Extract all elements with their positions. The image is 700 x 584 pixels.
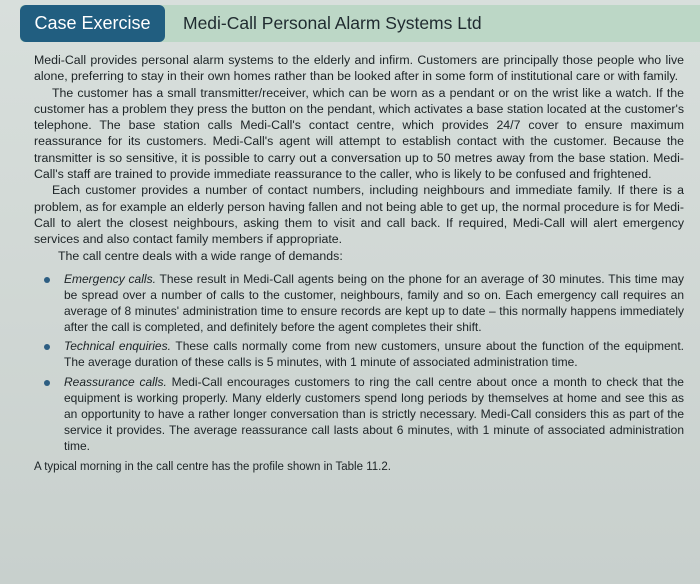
paragraph-contacts: Each customer provides a number of contact numbers, including neighbours and immediate family. If there is a problem, as for example an elderly person having fallen and not being able to get up, the normal procedure is for Medi-Call to alert the closest neighbours, asking them to visit and call back. If required, Medi-Call will alert emergency services and also contact family members if appropriate.	[34, 183, 684, 247]
bullet-text: These calls normally come from new customers, unsure about the function of the equipment. The average duration of these calls is 5 minutes, with 1 minute of associated administration time.	[64, 339, 684, 370]
list-item	[34, 375, 684, 455]
bullet-text: These result in Medi-Call agents being on the phone for an average of 30 minutes. This time may be spread over a number of calls to the customer, neighbours, family and so on. Each emergency call requires an average of 8 minutes' administration time to ensure records are kept up to date – this normally happens immediately after the call is completed, and definitely before the agent completes their shift.	[64, 271, 684, 334]
bullet-icon	[44, 277, 50, 283]
paragraph-demands: The call centre deals with a wide range of demands:	[58, 248, 343, 263]
bullet-text: Medi-Call encourages customers to ring the call centre about once a month to check that the equipment is working properly. Many elderly customers spend long periods by themselves at home and see this as an opportunity to have a rather longer conversation than is strictly necessary. Medi-Call considers this as part of the service it provides. The average reassurance call lasts about 6 minutes, with 1 minute of associated administration time.	[64, 375, 684, 453]
bullet-term: Reassurance calls.	[64, 375, 167, 390]
demand-list	[34, 272, 684, 455]
bullet-icon	[44, 344, 50, 350]
case-body	[34, 52, 684, 475]
paragraph-transmitter: The customer has a small transmitter/receiver, which can be worn as a pendant or on the wrist like a watch. If the customer has a problem they press the button on the pendant, which activates a base station located at the customer's telephone. The base station calls Medi-Call's contact centre, which provides 24/7 cover to ensure maximum reassurance for its customers. Medi-Call's agent will attempt to establish contact with the customer. Because the transmitter is so sensitive, it is possible to carry out a conversation up to 50 metres away from the base station. Medi-Call's staff are trained to provide immediate reassurance to the caller, who is likely to be confused and frightened.	[34, 85, 684, 182]
case-title: Medi-Call Personal Alarm Systems Ltd	[183, 13, 482, 33]
bullet-term: Technical enquiries.	[64, 339, 171, 354]
case-exercise-tab: Case Exercise	[20, 5, 165, 42]
paragraph-intro: Medi-Call provides personal alarm systems to the elderly and infirm. Customers are principally those people who live alone, preferring to stay in their own homes rather than be looked after in some form of institutional care or with family.	[34, 53, 684, 84]
list-item	[34, 339, 684, 371]
bullet-icon	[44, 380, 50, 386]
list-item	[34, 272, 684, 336]
bullet-term: Emergency calls.	[64, 271, 156, 286]
closing-sentence: A typical morning in the call centre has the profile shown in Table 11.2.	[34, 460, 391, 473]
